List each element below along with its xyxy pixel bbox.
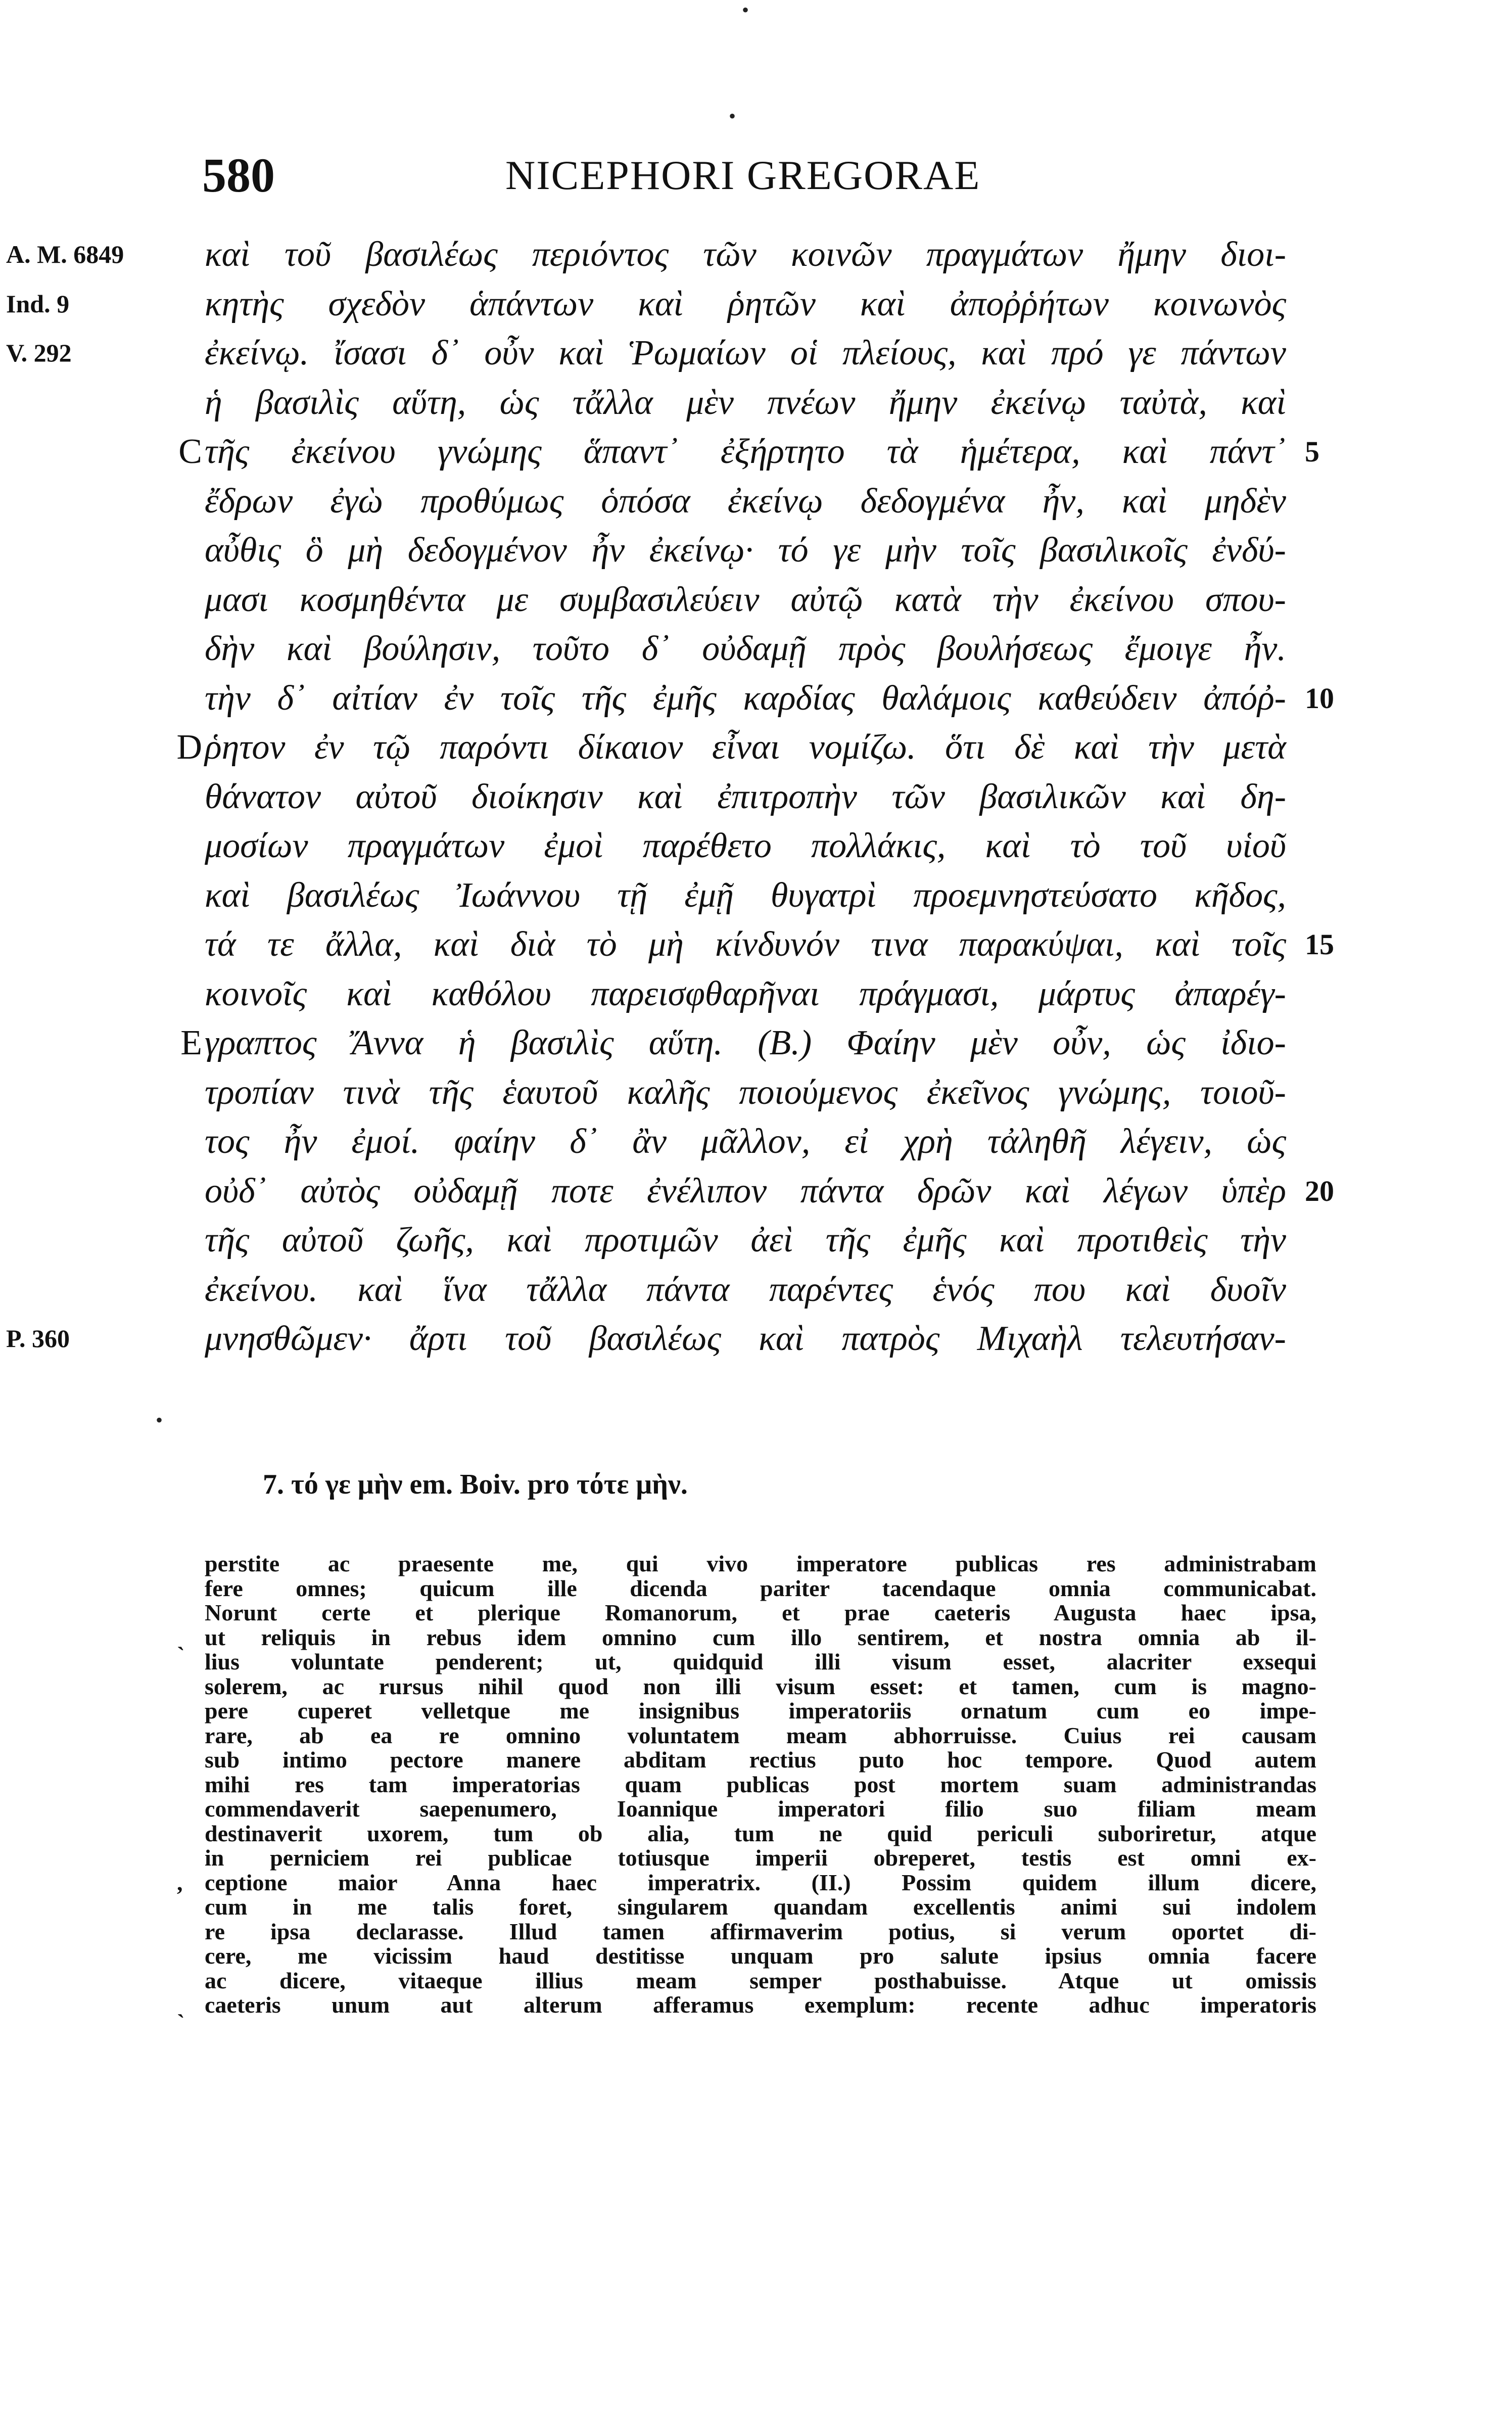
latin-line-text: solerem, ac rursus nihil quod non illi visum esset: et tamen, cum is magno- bbox=[205, 1673, 1316, 1699]
latin-line bbox=[0, 1552, 1512, 1576]
latin-line-text: cere, me vicissim haud destitisse unquam pro salute ipsius omnia facere bbox=[205, 1943, 1316, 1969]
latin-line-text: mihi res tam imperatorias quam publicas post mortem suam administrandas bbox=[205, 1771, 1316, 1797]
greek-line-text: κοινοῖς καὶ καθόλου παρεισφθαρῆναι πράγμασι, μάρτυς ἀπαρέγ- bbox=[205, 974, 1286, 1013]
latin-line-text: Norunt certe et plerique Romanorum, et prae caeteris Augusta haec ipsa, bbox=[205, 1600, 1316, 1625]
latin-line bbox=[0, 1674, 1512, 1699]
greek-line-text: τῆς αὐτοῦ ζωῆς, καὶ προτιμῶν ἀεὶ τῆς ἐμῆς καὶ προτιθεὶς τὴν bbox=[205, 1221, 1286, 1260]
latin-translation-block bbox=[0, 1552, 1512, 2018]
margin-reference: Ind. 9 bbox=[6, 289, 70, 318]
latin-line-text: caeteris unum aut alterum afferamus exemplum: recente adhuc imperatoris bbox=[205, 1992, 1316, 2018]
running-title: NICEPHORI GREGORAE bbox=[505, 152, 981, 198]
latin-line-text: commendaverit saepenumero, Ioannique imperatori filio suo filiam meam bbox=[205, 1796, 1316, 1822]
greek-line-text: δὴν καὶ βούλησιν, τοῦτο δ᾿ οὐδαμῇ πρὸς βουλήσεως ἔμοιγε ἦν. bbox=[205, 629, 1286, 668]
greek-line-text: γραπτος Ἄννα ἡ βασιλὶς αὕτη. (B.) Φαίην μὲν οὖν, ὡς ἰδιο- bbox=[205, 1023, 1286, 1062]
greek-text-block bbox=[0, 230, 1512, 1364]
line-number: 5 bbox=[1305, 435, 1319, 468]
greek-line-text: τος ἦν ἐμοί. φαίην δ᾿ ἂν μᾶλλον, εἰ χρὴ τἀληθῆ λέγειν, ὡς bbox=[205, 1122, 1286, 1161]
latin-line bbox=[0, 1993, 1512, 2018]
latin-line-text: lius voluntate penderent; ut, quidquid illi visum esset, alacriter exsequi bbox=[205, 1649, 1316, 1674]
latin-line bbox=[0, 1895, 1512, 1920]
latin-line-text: fere omnes; quicum ille dicenda pariter tacendaque omnia communicabat. bbox=[205, 1575, 1316, 1601]
latin-line bbox=[0, 1797, 1512, 1822]
margin-reference: V. 292 bbox=[6, 339, 72, 367]
greek-line bbox=[0, 920, 1512, 969]
footnote: 7. τό γε μὴν em. Boiv. pro τότε μὴν. bbox=[263, 1469, 688, 1500]
latin-line bbox=[0, 1920, 1512, 1944]
latin-line bbox=[0, 1748, 1512, 1773]
latin-line-text: ac dicere, vitaeque illius meam semper posthabuisse. Atque ut omissis bbox=[205, 1967, 1316, 1993]
latin-line bbox=[0, 1601, 1512, 1625]
greek-line bbox=[0, 526, 1512, 575]
greek-line-text: κητὴς σχεδὸν ἁπάντων καὶ ῥητῶν καὶ ἀποῤῥήτων κοινωνὸς bbox=[205, 284, 1286, 323]
greek-line bbox=[0, 575, 1512, 625]
greek-line bbox=[0, 378, 1512, 428]
greek-line bbox=[0, 723, 1512, 772]
greek-line-text: ἔδρων ἐγὼ προθύμως ὁπόσα ἐκείνῳ δεδογμένα ἦν, καὶ μηδὲν bbox=[205, 481, 1286, 521]
greek-line-text: ῥητον ἐν τῷ παρόντι δίκαιον εἶναι νομίζω. ὅτι δὲ καὶ τὴν μετὰ bbox=[205, 728, 1286, 767]
greek-line bbox=[0, 772, 1512, 822]
greek-line bbox=[0, 624, 1512, 674]
latin-line-text: ceptione maior Anna haec imperatrix. (II.) Possim quidem illum dicere, bbox=[205, 1869, 1316, 1895]
greek-line-text: ἐκείνου. καὶ ἵνα τἄλλα πάντα παρέντες ἑνός που καὶ δυοῖν bbox=[205, 1270, 1286, 1309]
greek-line bbox=[0, 427, 1512, 477]
greek-line-text: ἐκείνῳ. ἴσασι δ᾿ οὖν καὶ Ῥωμαίων οἱ πλείους, καὶ πρό γε πάντων bbox=[205, 334, 1286, 372]
greek-line-text: καὶ τοῦ βασιλέως περιόντος τῶν κοινῶν πραγμάτων ἤμην διοι- bbox=[205, 235, 1286, 274]
margin-dot-mark: • bbox=[156, 1409, 163, 1431]
latin-line bbox=[0, 1699, 1512, 1724]
latin-line-text: ut reliquis in rebus idem omnino cum illo sentirem, et nostra omnia ab il- bbox=[205, 1624, 1316, 1650]
latin-line bbox=[0, 1846, 1512, 1871]
latin-line bbox=[0, 1625, 1512, 1650]
margin-reference: A. M. 6849 bbox=[6, 240, 124, 268]
greek-line bbox=[0, 280, 1512, 329]
latin-line-text: sub intimo pectore manere abditam rectius puto hoc tempore. Quod autem bbox=[205, 1747, 1316, 1773]
greek-line bbox=[0, 477, 1512, 526]
greek-line-text: τῆς ἐκείνου γνώμης ἅπαντ᾿ ἐξήρτητο τὰ ἡμέτερα, καὶ πάντ᾿ bbox=[205, 432, 1286, 471]
latin-line bbox=[0, 1944, 1512, 1969]
line-number: 15 bbox=[1305, 928, 1334, 961]
latin-line-text: in perniciem rei publicae totiusque imperii obreperet, testis est omni ex- bbox=[205, 1845, 1316, 1871]
greek-line bbox=[0, 1216, 1512, 1265]
section-letter: C bbox=[178, 432, 202, 471]
greek-line-text: ἡ βασιλὶς αὕτη, ὡς τἄλλα μὲν πνέων ἤμην ἐκείνῳ ταὐτὰ, καὶ bbox=[205, 383, 1286, 422]
greek-line bbox=[0, 1117, 1512, 1167]
margin-stray-mark: ˎ bbox=[177, 1624, 185, 1650]
section-letter: E bbox=[180, 1023, 202, 1062]
latin-line-text: pere cuperet velletque me insignibus imperatoriis ornatum cum eo impe- bbox=[205, 1698, 1316, 1724]
greek-line bbox=[0, 969, 1512, 1019]
greek-line-text: τροπίαν τινὰ τῆς ἑαυτοῦ καλῆς ποιούμενος ἐκεῖνος γνώμης, τοιοῦ- bbox=[205, 1073, 1286, 1112]
greek-line bbox=[0, 821, 1512, 871]
latin-line bbox=[0, 1969, 1512, 1993]
greek-line bbox=[0, 329, 1512, 378]
greek-line bbox=[0, 1265, 1512, 1315]
latin-line bbox=[0, 1773, 1512, 1797]
greek-line-text: μνησθῶμεν· ἄρτι τοῦ βασιλέως καὶ πατρὸς Μιχαὴλ τελευτήσαν- bbox=[205, 1319, 1286, 1358]
latin-line-text: re ipsa declarasse. Illud tamen affirmaverim potius, si verum oportet di- bbox=[205, 1918, 1316, 1944]
latin-line-text: rare, ab ea re omnino voluntatem meam abhorruisse. Cuius rei causam bbox=[205, 1722, 1316, 1748]
margin-reference: P. 360 bbox=[6, 1324, 70, 1353]
latin-line bbox=[0, 1822, 1512, 1846]
top-dot-mark: • bbox=[742, 0, 749, 21]
greek-line-text: μασι κοσμηθέντα με συμβασιλεύειν αὐτῷ κατὰ τὴν ἐκείνου σπου- bbox=[205, 580, 1286, 619]
latin-line bbox=[0, 1650, 1512, 1674]
page-number: 580 bbox=[202, 148, 275, 202]
greek-line-text: αὖθις ὃ μὴ δεδογμένον ἦν ἐκείνῳ· τό γε μὴν τοῖς βασιλικοῖς ἐνδύ- bbox=[205, 531, 1286, 570]
page-header bbox=[202, 148, 1263, 203]
greek-line bbox=[0, 1018, 1512, 1068]
greek-line bbox=[0, 1167, 1512, 1216]
ink-speck-mark: • bbox=[729, 105, 736, 127]
greek-line bbox=[0, 674, 1512, 723]
line-number: 20 bbox=[1305, 1174, 1334, 1207]
line-number: 10 bbox=[1305, 681, 1334, 715]
greek-line-text: θάνατον αὐτοῦ διοίκησιν καὶ ἐπιτροπὴν τῶν βασιλικῶν καὶ δη- bbox=[205, 777, 1286, 816]
latin-line-text: destinaverit uxorem, tum ob alia, tum ne quid periculi suboriretur, atque bbox=[205, 1820, 1316, 1846]
latin-line-text: perstite ac praesente me, qui vivo imperatore publicas res administrabam bbox=[205, 1551, 1316, 1576]
greek-line-text: τὴν δ᾿ αἰτίαν ἐν τοῖς τῆς ἐμῆς καρδίας θαλάμοις καθεύδειν ἀπόῤ- bbox=[205, 678, 1286, 718]
greek-line-text: μοσίων πραγμάτων ἐμοὶ παρέθετο πολλάκις, καὶ τὸ τοῦ υἱοῦ bbox=[205, 826, 1286, 865]
greek-line bbox=[0, 230, 1512, 280]
latin-line bbox=[0, 1576, 1512, 1601]
greek-line-text: καὶ βασιλέως Ἰωάννου τῇ ἐμῇ θυγατρὶ προεμνηστεύσατο κῆδος, bbox=[205, 875, 1286, 915]
greek-line bbox=[0, 1314, 1512, 1364]
margin-stray-mark: ˎ bbox=[177, 1992, 185, 2018]
greek-line-text: οὐδ᾿ αὐτὸς οὐδαμῇ ποτε ἐνέλιπον πάντα δρῶν καὶ λέγων ὑπὲρ bbox=[205, 1171, 1286, 1210]
section-letter: D bbox=[176, 728, 202, 767]
greek-line bbox=[0, 871, 1512, 920]
latin-line-text: cum in me talis foret, singularem quandam excellentis animi sui indolem bbox=[205, 1894, 1316, 1920]
latin-line bbox=[0, 1871, 1512, 1895]
greek-line-text: τά τε ἄλλα, καὶ διὰ τὸ μὴ κίνδυνόν τινα παρακύψαι, καὶ τοῖς bbox=[205, 925, 1286, 964]
margin-stray-mark: , bbox=[177, 1869, 183, 1895]
greek-line bbox=[0, 1068, 1512, 1117]
latin-line bbox=[0, 1724, 1512, 1748]
